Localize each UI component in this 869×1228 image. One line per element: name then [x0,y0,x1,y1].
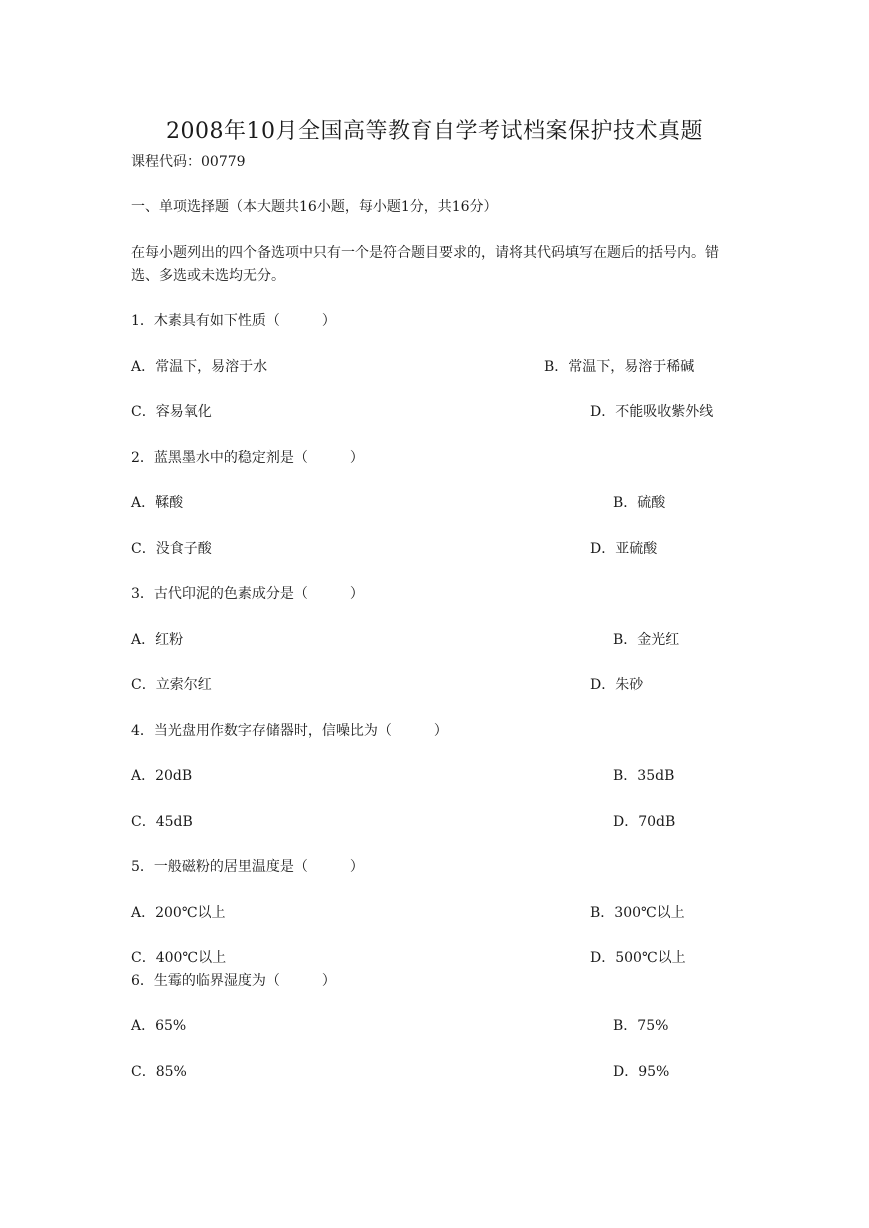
option-b: B．硫酸 [613,495,666,511]
option-a: A．常温下，易溶于水 [131,359,268,375]
option-b: B．金光红 [613,632,680,648]
option-d: D．朱砂 [590,677,644,693]
question-stem: 3．古代印泥的色素成分是（ ） [131,586,364,602]
option-d: D．95% [613,1064,670,1080]
option-a: A．20dB [131,768,193,784]
option-c: C．容易氧化 [131,404,212,420]
option-d: D．500℃以上 [590,950,686,966]
option-d: D．不能吸收紫外线 [590,404,714,420]
question-stem: 6．生霉的临界湿度为（ ） [131,973,336,989]
option-a: A．200℃以上 [131,905,226,921]
question-stem: 1．木素具有如下性质（ ） [131,313,336,329]
page-title: 2008年10月全国高等教育自学考试档案保护技术真题 [166,119,703,144]
question-stem: 5．一般磁粉的居里温度是（ ） [131,859,364,875]
option-a: A．红粉 [131,632,184,648]
option-b: B．35dB [613,768,675,784]
option-c: C．立索尔红 [131,677,212,693]
option-b: B．300℃以上 [590,905,685,921]
option-a: A．65% [131,1018,187,1034]
question-stem: 4．当光盘用作数字存储器时，信噪比为（ ） [131,723,448,739]
option-d: D．70dB [613,814,676,830]
option-d: D．亚硫酸 [590,541,658,557]
option-b: B．75% [613,1018,669,1034]
option-c: C．没食子酸 [131,541,212,557]
option-c: C．45dB [131,814,193,830]
section-heading: 一、单项选择题（本大题共16小题，每小题1分，共16分） [131,199,498,215]
question-stem: 2．蓝黑墨水中的稳定剂是（ ） [131,450,364,466]
instructions: 在每小题列出的四个备选项中只有一个是符合题目要求的，请将其代码填写在题后的括号内。错选、多选或未选均无分。 [131,245,719,284]
option-c: C．85% [131,1064,187,1080]
option-b: B．常温下，易溶于稀碱 [544,359,695,375]
option-c: C．400℃以上 [131,950,227,966]
option-a: A．鞣酸 [131,495,184,511]
course-code: 课程代码：00779 [131,154,246,170]
